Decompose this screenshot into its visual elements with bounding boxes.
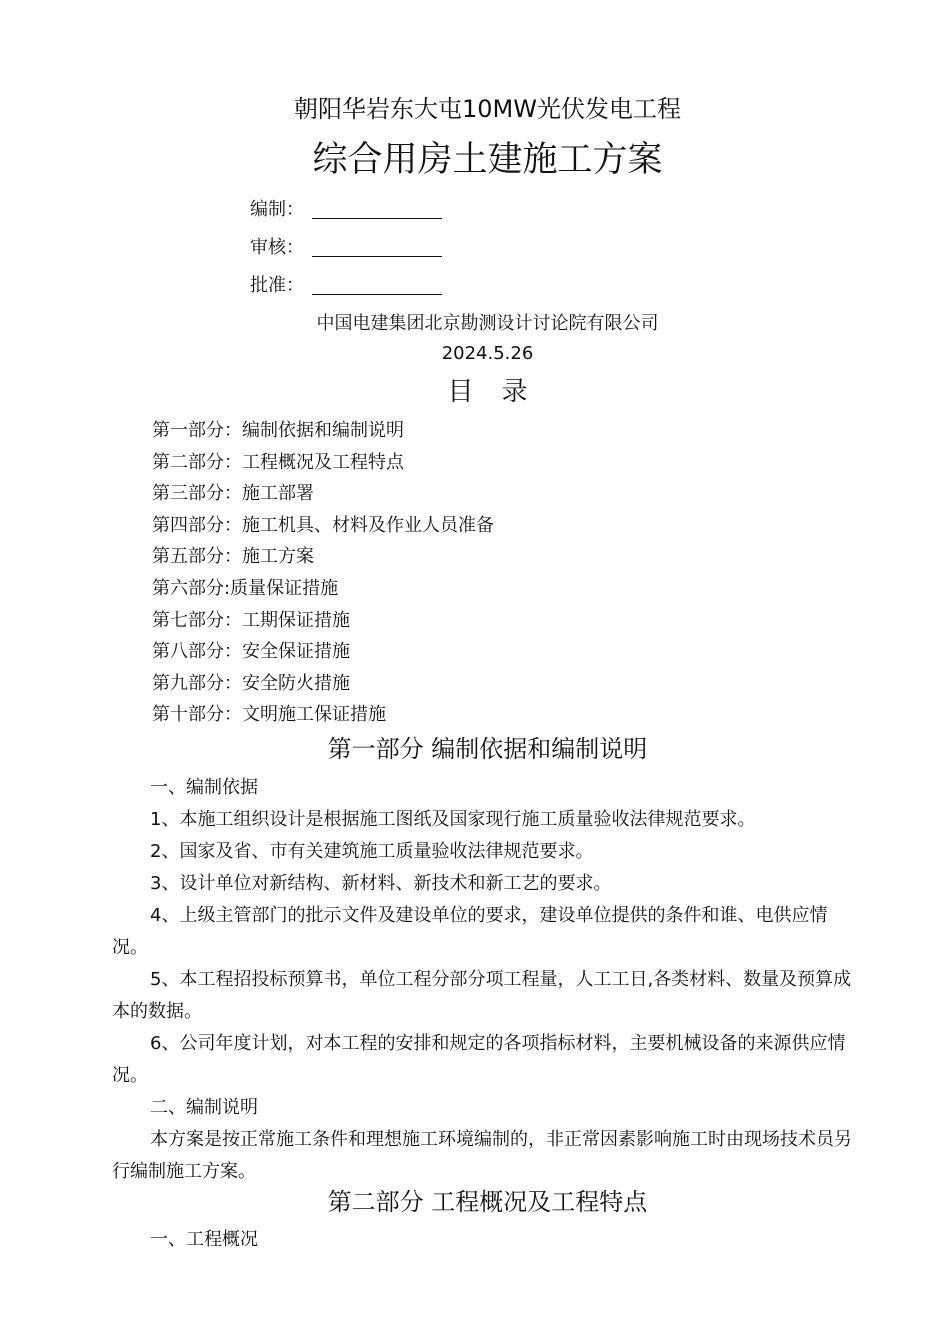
notes-text: 本方案是按正常施工条件和理想施工环境编制的，非正常因素影响施工时由现场技术员另行编制施工方案。 [112, 1129, 852, 1182]
toc-item: 第八部分：安全保证措施 [152, 641, 350, 663]
basis-item: 4、上级主管部门的批示文件及建设单位的要求，建设单位提供的条件和谁、电供应情况。 [112, 905, 828, 958]
toc-item: 第一部分：编制依据和编制说明 [152, 420, 404, 441]
table-of-contents [152, 415, 494, 731]
signature-line [312, 200, 442, 219]
toc-item: 第六部分:质量保证措施 [152, 577, 339, 599]
toc-item: 第五部分：施工方案 [152, 546, 314, 568]
overview-heading: 一、工程概况 [150, 1229, 258, 1250]
toc-item: 第九部分：安全防火措施 [152, 672, 350, 694]
toc-item: 第二部分：工程概况及工程特点 [152, 451, 404, 473]
toc-item: 第四部分：施工机具、材料及作业人员准备 [152, 514, 494, 536]
part2-title: 第二部分 工程概况及工程特点 [327, 1188, 648, 1216]
basis-item: 5、本工程招投标预算书，单位工程分部分项工程量，人工工日,各类材料、数量及预算成本的数据。 [112, 969, 852, 1022]
toc-title: 目录 [447, 377, 556, 407]
toc-item: 第三部分：施工部署 [152, 483, 314, 505]
signature-label: 批准： [250, 275, 304, 296]
signature-prepared [250, 197, 442, 223]
signature-label: 审核： [250, 237, 304, 258]
part1-body [112, 772, 860, 1188]
part1-title: 第一部分 编制依据和编制说明 [327, 735, 648, 763]
basis-heading: 一、编制依据 [150, 777, 258, 798]
part2-body [112, 1224, 860, 1256]
toc-item: 第十部分：文明施工保证措施 [152, 704, 386, 726]
document-title: 综合用房土建施工方案 [312, 140, 663, 180]
basis-item: 1、本施工组织设计是根据施工图纸及国家现行施工质量验收法律规范要求。 [150, 809, 756, 830]
basis-item: 6、公司年度计划，对本工程的安排和规定的各项指标材料，主要机械设备的来源供应情况。 [112, 1033, 846, 1086]
signature-line [312, 276, 442, 295]
signature-line [312, 238, 442, 257]
project-name: 朝阳华岩东大屯10MW光伏发电工程 [294, 95, 681, 123]
company-name: 中国电建集团北京勘测设计讨论院有限公司 [316, 313, 659, 334]
basis-item: 2、国家及省、市有关建筑施工质量验收法律规范要求。 [150, 841, 594, 862]
notes-heading: 二、编制说明 [150, 1097, 258, 1118]
signature-label: 编制： [250, 199, 304, 220]
signature-approved [250, 273, 442, 299]
signature-reviewed [250, 235, 442, 261]
toc-item: 第七部分：工期保证措施 [152, 609, 350, 631]
basis-item: 3、设计单位对新结构、新材料、新技术和新工艺的要求。 [150, 873, 612, 894]
document-date: 2024.5.26 [441, 343, 534, 364]
